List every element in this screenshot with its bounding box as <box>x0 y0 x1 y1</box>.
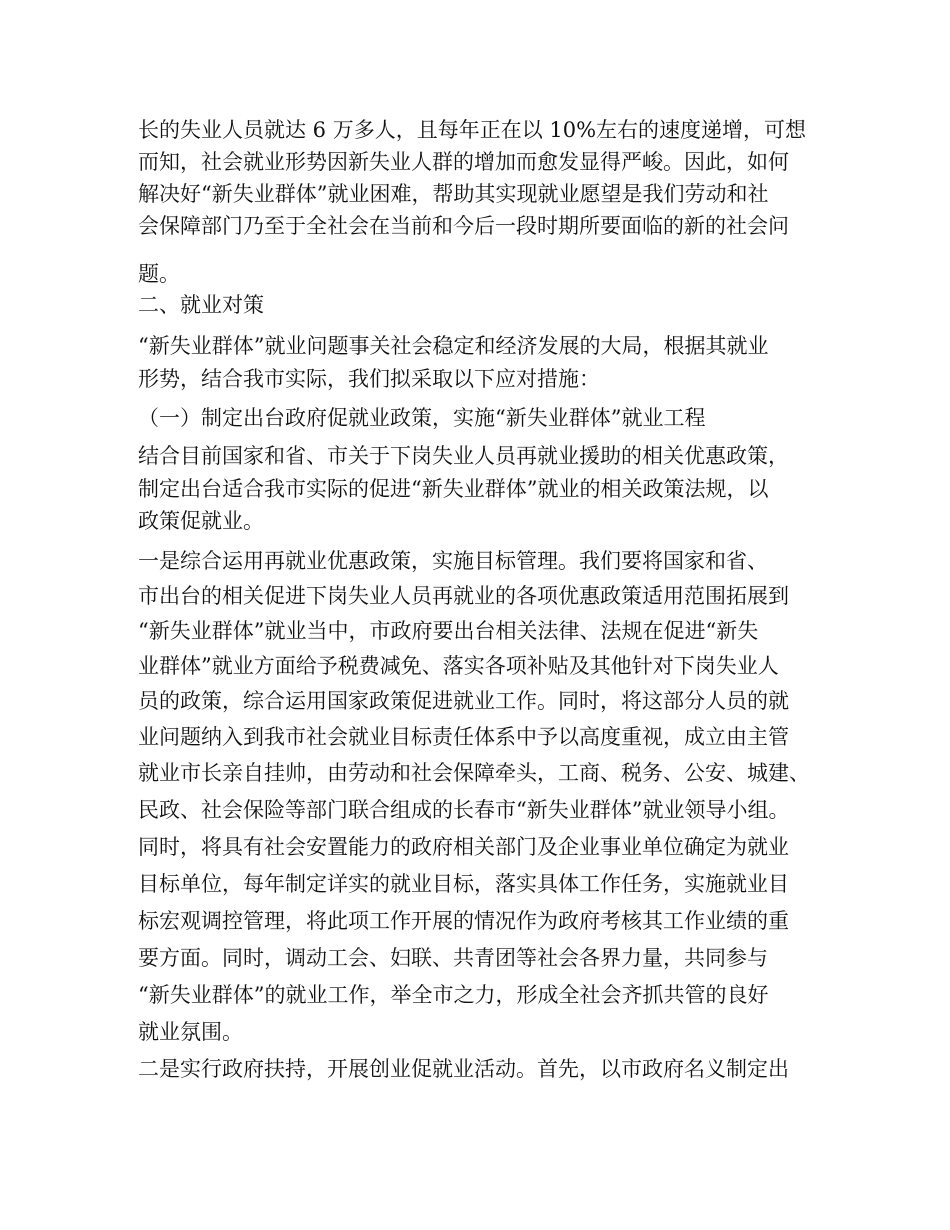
subsection-heading: （一）制定出台政府促就业政策，实施“新失业群体”就业工程 <box>138 406 706 430</box>
text-line: 目标单位，每年制定详实的就业目标，落实具体工作任务，实施就业目 <box>138 872 789 896</box>
text-line: 解决好“新失业群体”就业困难，帮助其实现就业愿望是我们劳动和社 <box>138 182 769 206</box>
text-line: 要方面。同时，调动工会、妇联、共青团等社会各界力量，共同参与 <box>138 946 768 970</box>
text-line: 一是综合运用再就业优惠政策，实施目标管理。我们要将国家和省、 <box>138 549 768 573</box>
text-line: “新失业群体”就业问题事关社会稳定和经济发展的大局，根据其就业 <box>138 334 769 358</box>
text-line: 同时，将具有社会安置能力的政府相关部门及企业事业单位确定为就业 <box>138 835 789 859</box>
text-line: 形势，结合我市实际，我们拟采取以下应对措施： <box>138 367 600 391</box>
text-line: 标宏观调控管理，将此项工作开展的情况作为政府考核其工作业绩的重 <box>138 909 789 933</box>
text-line: 市出台的相关促进下岗失业人员再就业的各项优惠政策适用范围拓展到 <box>138 584 789 608</box>
text-line: 业问题纳入到我市社会就业目标责任体系中予以高度重视，成立由主管 <box>138 725 789 749</box>
text-line: 会保障部门乃至于全社会在当前和今后一段时期所要面临的新的社会问 <box>138 214 789 238</box>
text-line: 就业市长亲自挂帅，由劳动和社会保障牵头，工商、税务、公安、城建、 <box>138 761 810 785</box>
text-line: 长的失业人员就达 6 万多人，且每年正在以 10%左右的速度递增，可想 <box>138 118 807 142</box>
text-line: 结合目前国家和省、市关于下岗失业人员再就业援助的相关优惠政策， <box>138 444 789 468</box>
text-line: 题。 <box>138 262 180 286</box>
section-heading: 二、就业对策 <box>138 293 264 317</box>
text-line: 民政、社会保险等部门联合组成的长春市“新失业群体”就业领导小组。 <box>138 798 790 822</box>
text-line: 业群体”就业方面给予税费减免、落实各项补贴及其他针对下岗失业人 <box>138 654 779 678</box>
text-line: 而知，社会就业形势因新失业人群的增加而愈发显得严峻。因此，如何 <box>138 150 789 174</box>
text-line: 二是实行政府扶持，开展创业促就业活动。首先，以市政府名义制定出 <box>138 1057 789 1081</box>
text-line: 政策促就业。 <box>138 509 264 533</box>
text-line: “新失业群体”的就业工作，举全市之力，形成全社会齐抓共管的良好 <box>138 983 769 1007</box>
text-line: 员的政策，综合运用国家政策促进就业工作。同时，将这部分人员的就 <box>138 689 789 713</box>
text-line: 制定出台适合我市实际的促进“新失业群体”就业的相关政策法规，以 <box>138 477 769 501</box>
text-line: “新失业群体”就业当中，市政府要出台相关法律、法规在促进“新失 <box>138 619 759 643</box>
text-line: 就业氛围。 <box>138 1020 243 1044</box>
